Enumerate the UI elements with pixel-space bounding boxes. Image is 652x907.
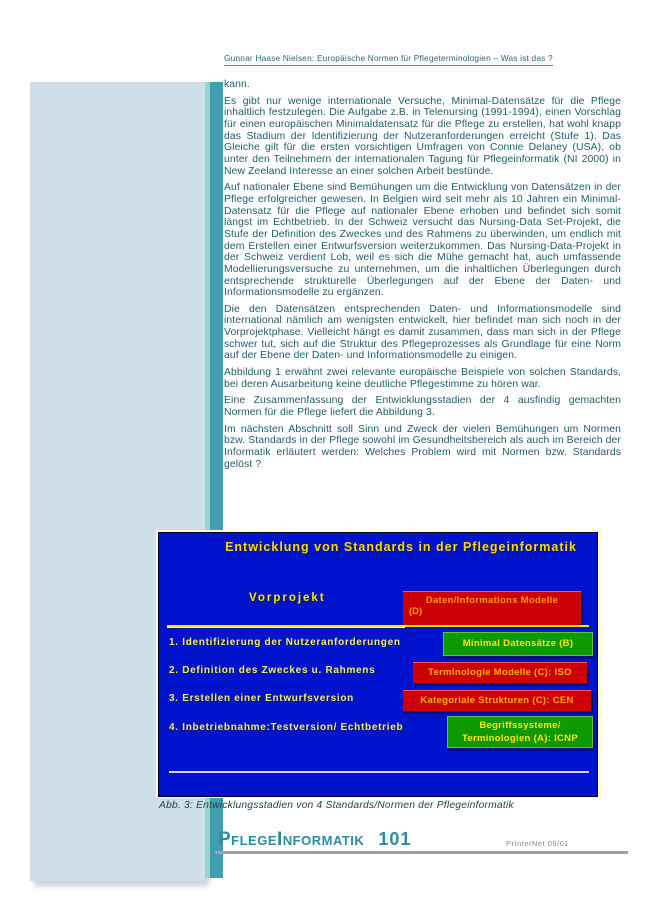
figure-title: Entwicklung von Standards in der Pflegeinformatik [225,540,577,554]
stage-label-4: 4. Inbetriebnahme:Testversion/ Echtbetrieb [169,722,404,733]
stage-box-begriffssysteme [447,716,593,748]
figure-canvas [158,532,598,797]
paragraph: Im nächsten Abschnitt soll Sinn und Zweck der vielen Bemühungen um Normen bzw. Standards in der Pflege sowohl im Gesundheitsbereich als auch im Bereich der Informatik erläutert werden: Welches Problem wird mit Normen bzw. Standards gelöst ? [224,423,621,470]
footer-brand-name: PflegeInformatik [218,829,365,850]
stage-label-2: 2. Definition des Zweckes u. Rahmens [169,665,376,676]
stage-box-label-line1: Begriffssysteme/ [479,720,561,731]
phase-label: Vorprojekt [249,592,326,604]
paragraph: Die den Datensätzen entsprechenden Daten- und Informationsmodelle sind international nämlich am wenigsten entwickelt, hier befindet man sich noch in der Vorprojektphase. Vielleicht hängt es damit zusammen, dass man sich in der Pflege schwer tut, sich auf die Struktur des Pflegeprozesses als Grundlage für eine Norm auf der Ebene der Daten- und Informationsmodelle zu einigen. [224,303,621,362]
stage-box-label-line2: Terminologien (A): ICNP [462,733,578,744]
figure-3 [156,530,602,798]
stage-box-label: Kategoriale Strukturen (C): CEN [420,695,574,706]
footer-page-number: 101 [378,829,412,849]
stage-box-terminologie-modelle [413,662,587,683]
article-body [224,79,621,475]
phase-divider-line-highlight [167,627,405,628]
stage-box-minimal-datensaetze [443,632,593,656]
paragraph: Abbildung 1 erwähnt zwei relevante europäische Beispiele von solchen Standards, bei deren Ausarbeitung keine deutliche Pflegestimme zu hören war. [224,367,621,390]
paragraph: Eine Zusammenfassung der Entwicklungsstadien der 4 ausfindig gemachten Normen für die Pflege liefert die Abbildung 3. [224,395,621,419]
running-head: Gunnar Haase Nielsen: Europäische Normen für Pflegeterminologien – Was ist das ? [224,53,553,66]
footer-rule [215,851,628,854]
model-box-line2: (D) [409,606,423,617]
figure-caption: Abb. 3: Entwicklungsstadien von 4 Standards/Normen der Pflegeinformatik [159,800,514,811]
stage-box-label: Terminologie Modelle (C): ISO [428,667,572,678]
model-box [403,591,581,625]
stage-label-3: 3. Erstellen einer Entwurfsversion [169,693,354,704]
stage-box-kategoriale-strukturen [403,690,591,711]
model-box-line1: Daten/Informations Modelle [425,595,559,606]
paragraph: Es gibt nur wenige internationale Versuche, Minimal-Datensätze für die Pflege inhaltlich festzulegen. Die Aufgabe z.B. in Telenursing (1991-1994), einen Vorschlag für einen europäischen Minimaldatensatz für die Pflege zu erstellen, hat wohl knapp das Stadium der Identifizierung der Nutzeranforderungen erreicht (Stufe 1). Das Gleiche gilt für die ersten vorsichtigen Umfragen von Connie Delaney (USA), ob unter den Teilnehmern der internationalen Tagung für Pflegeinformatik (NI 2000) in New Zeeland Interesse an einer solchen Arbeit bestünde. [224,95,621,177]
footer-brand [218,829,411,851]
paragraph: kann. [224,79,250,90]
figure-bottom-line [169,771,589,773]
stage-label-1: 1. Identifizierung der Nutzeranforderungen [169,637,401,648]
paragraph: Auf nationaler Ebene sind Bemühungen um die Entwicklung von Datensätzen in der Pflege erfolgreicher gewesen. In Belgien wird seit mehr als 10 Jahren ein Minimal-Datensatz für die Pflege auf nationaler Ebene erhoben und befindet sich somit längst im Echtbetrieb. In der Schweiz versucht das Nursing-Data Set-Projekt, die Stufe der Definition des Zweckes und des Rahmens zu überwinden, um endlich mit dem Erstellen einer Entwurfsversion weiterzukommen. Das Nursing-Data-Projekt in der Schweiz verdient Lob, weil es sich die Mühe gemacht hat, auch umfassende Modellierungsversuche zu unternehmen, um die inhaltlichen Überlegungen durch entsprechende strukturelle Überlegungen auf der Ebene der Daten- und Informationsmodelle zu ergänzen. [224,182,621,299]
footer-issue-label: PrInterNet 09/01 [506,839,570,848]
stage-box-label: Minimal Datensätze (B) [462,638,574,649]
